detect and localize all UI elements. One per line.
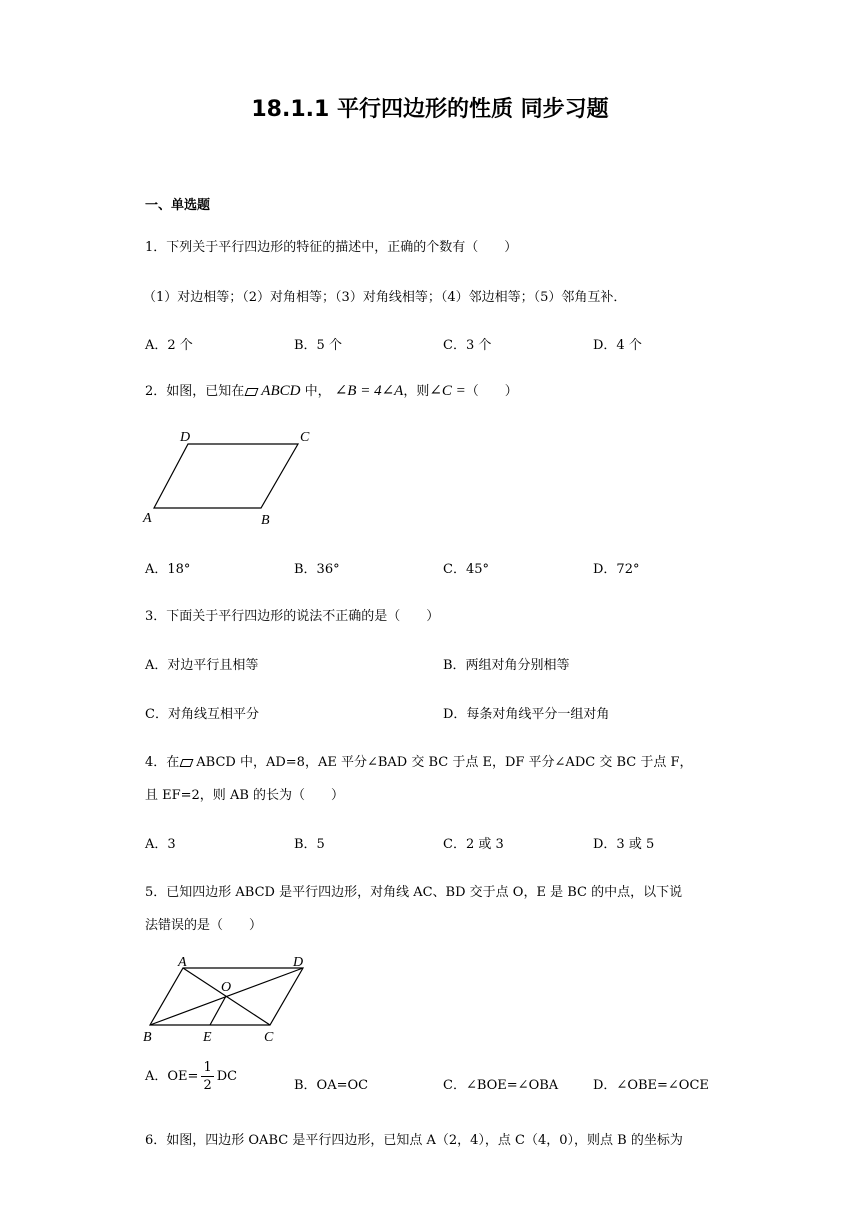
q1-option-b: B．5 个 (294, 338, 342, 353)
parallelogram-symbol-icon (245, 388, 259, 396)
q2-option-a: A．18° (145, 562, 191, 577)
q2-option-b: B．36° (294, 562, 340, 577)
q3-option-d: D．每条对角线平分一组对角 (443, 707, 610, 722)
q2-label-b: B (261, 513, 270, 528)
q2-label-a: A (143, 511, 152, 526)
q3-option-b: B．两组对角分别相等 (443, 658, 570, 673)
q5-option-c: C．∠BOE=∠OBA (443, 1078, 559, 1093)
q2-parallelogram-figure (140, 428, 320, 528)
q2-prefix: 2．如图，已知在 (145, 384, 245, 399)
q2-ask: ∠C = (429, 383, 466, 399)
section-heading: 一、单选题 (145, 198, 211, 213)
q3-option-c: C．对角线互相平分 (145, 707, 259, 722)
question-3-stem: 3．下面关于平行四边形的说法不正确的是（ ） (145, 609, 440, 624)
q5-option-a-suffix: DC (216, 1069, 238, 1084)
q5-option-a (145, 1061, 237, 1092)
question-4-line-2: 且 EF=2，则 AB 的长为（ ） (145, 788, 345, 803)
q2-shape-name: ABCD (261, 383, 301, 399)
q4-option-c: C．2 或 3 (443, 837, 504, 852)
question-1-statements: （1）对边相等；（2）对角相等；（3）对角线相等；（4）邻边相等；（5）邻角互补． (143, 290, 627, 305)
q5-segment-oe (210, 996, 226, 1025)
q2-suffix: （ ） (465, 384, 518, 399)
question-4-line-1 (145, 751, 692, 770)
q5-label-e: E (203, 1030, 212, 1045)
q4-text: ABCD 中，AD=8，AE 平分∠BAD 交 BC 于点 E，DF 平分∠ADC 交 BC 于点 F， (196, 755, 693, 770)
question-1-stem: 1．下列关于平行四边形的特征的描述中，正确的个数有（ ） (145, 240, 518, 255)
q2-condition: ∠B = 4∠A (334, 383, 404, 399)
q2-label-d: D (180, 430, 191, 445)
q5-label-a: A (178, 955, 187, 970)
q2-comma: ，则 (403, 384, 430, 399)
q1-option-c: C．3 个 (443, 338, 492, 353)
q5-label-c: C (264, 1030, 274, 1045)
q1-option-a: A．2 个 (145, 338, 193, 353)
q5-diagonal-bd (150, 968, 303, 1025)
question-5-line-1: 5．已知四边形 ABCD 是平行四边形，对角线 AC、BD 交于点 O，E 是 BC 的中点，以下说 (145, 885, 683, 900)
q5-option-a-prefix: A．OE= (145, 1069, 199, 1084)
fraction-denominator: 2 (203, 1078, 212, 1093)
question-6-line-1: 6．如图，四边形 OABC 是平行四边形，已知点 A（2，4），点 C（4，0），则点 B 的坐标为 (145, 1133, 683, 1148)
fraction-numerator: 1 (203, 1060, 212, 1075)
parallelogram-symbol-icon (180, 759, 194, 767)
q5-option-d: D．∠OBE=∠OCE (593, 1078, 709, 1093)
q5-label-b: B (143, 1030, 152, 1045)
q2-label-c: C (300, 430, 310, 445)
question-5-line-2: 法错误的是（ ） (145, 918, 263, 933)
fraction-one-half (201, 1061, 213, 1092)
q3-option-a: A．对边平行且相等 (145, 658, 259, 673)
q2-option-c: C．45° (443, 562, 489, 577)
q5-parallelogram-figure (140, 950, 320, 1050)
q2-parallelogram-shape (154, 444, 298, 508)
q1-option-d: D．4 个 (593, 338, 642, 353)
q4-option-b: B．5 (294, 837, 325, 852)
q4-option-a: A．3 (145, 837, 176, 852)
q5-option-b: B．OA=OC (294, 1078, 369, 1093)
q2-option-d: D．72° (593, 562, 640, 577)
page-title: 18.1.1 平行四边形的性质 同步习题 (251, 97, 609, 122)
q4-prefix: 4．在 (145, 755, 180, 770)
q2-mid: 中， (300, 384, 331, 399)
q5-label-d: D (293, 955, 304, 970)
question-2-stem (145, 380, 518, 400)
q5-label-o: O (221, 980, 232, 995)
q4-option-d: D．3 或 5 (593, 837, 655, 852)
